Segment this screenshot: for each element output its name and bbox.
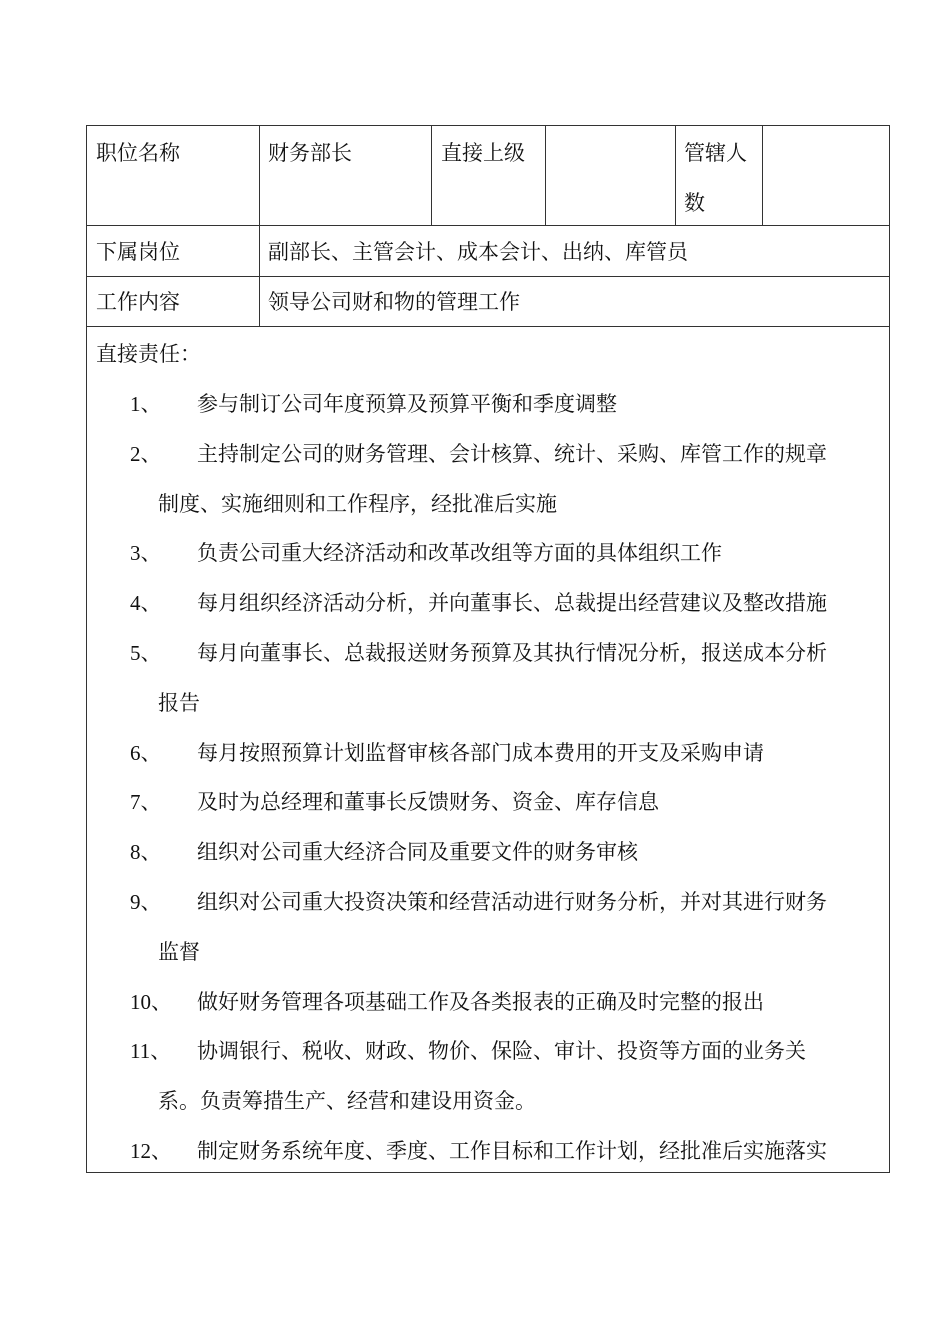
superior-label: 直接上级 — [441, 141, 525, 165]
item-text-line: 监督 — [158, 939, 200, 964]
item-text-line: 组织对公司重大经济合同及重要文件的财务审核 — [197, 840, 638, 865]
col-divider — [762, 126, 763, 225]
item-text-line: 制度、实施细则和工作程序，经批准后实施 — [158, 491, 557, 516]
item-text-line: 报告 — [158, 690, 200, 715]
item-number: 6、 — [130, 740, 162, 765]
item-text-line: 系。负责筹措生产、经营和建设用资金。 — [158, 1089, 536, 1114]
item-text-line: 制定财务系统年度、季度、工作目标和工作计划，经批准后实施落实 — [197, 1139, 827, 1163]
responsibilities-title: 直接责任： — [96, 342, 201, 366]
item-number: 4、 — [130, 591, 162, 616]
item-text-line: 参与制订公司年度预算及预算平衡和季度调整 — [197, 392, 617, 416]
col-divider — [545, 126, 546, 225]
job-description-table — [86, 125, 890, 1173]
item-number: 1、 — [130, 392, 162, 416]
subordinates-value: 副部长、主管会计、成本会计、出纳、库管员 — [268, 240, 688, 264]
col-divider — [675, 126, 676, 225]
item-text-line: 负责公司重大经济活动和改革改组等方面的具体组织工作 — [197, 541, 722, 566]
item-number: 2、 — [130, 441, 162, 466]
item-text-line: 每月组织经济活动分析，并向董事长、总裁提出经营建议及整改措施 — [197, 591, 827, 616]
subordinates-label: 下属岗位 — [96, 240, 180, 264]
position-name-value: 财务部长 — [268, 141, 352, 165]
item-text-line: 做好财务管理各项基础工作及各类报表的正确及时完整的报出 — [197, 989, 764, 1014]
item-number: 5、 — [130, 641, 162, 665]
item-number: 3、 — [130, 541, 162, 566]
span-of-control-label-line2: 数 — [684, 191, 705, 215]
row-divider — [87, 225, 889, 226]
item-number: 7、 — [130, 790, 162, 815]
span-of-control-label-line1: 管辖人 — [684, 141, 747, 165]
position-name-label: 职位名称 — [96, 141, 180, 165]
item-text-line: 每月按照预算计划监督审核各部门成本费用的开支及采购申请 — [197, 740, 764, 765]
item-text-line: 协调银行、税收、财政、物价、保险、审计、投资等方面的业务关 — [197, 1039, 806, 1064]
item-number: 8、 — [130, 840, 162, 865]
item-text-line: 每月向董事长、总裁报送财务预算及其执行情况分析，报送成本分析 — [197, 641, 827, 665]
col-divider — [259, 126, 260, 326]
item-number: 12、 — [130, 1139, 172, 1163]
work-content-value: 领导公司财和物的管理工作 — [268, 290, 520, 314]
col-divider — [431, 126, 432, 225]
item-text-line: 主持制定公司的财务管理、会计核算、统计、采购、库管工作的规章 — [197, 441, 827, 466]
item-number: 9、 — [130, 890, 162, 914]
work-content-label: 工作内容 — [96, 290, 180, 314]
item-number: 10、 — [130, 989, 172, 1014]
item-number: 11、 — [130, 1039, 172, 1064]
item-text-line: 组织对公司重大投资决策和经营活动进行财务分析，并对其进行财务 — [197, 890, 827, 914]
item-text-line: 及时为总经理和董事长反馈财务、资金、库存信息 — [197, 790, 659, 815]
